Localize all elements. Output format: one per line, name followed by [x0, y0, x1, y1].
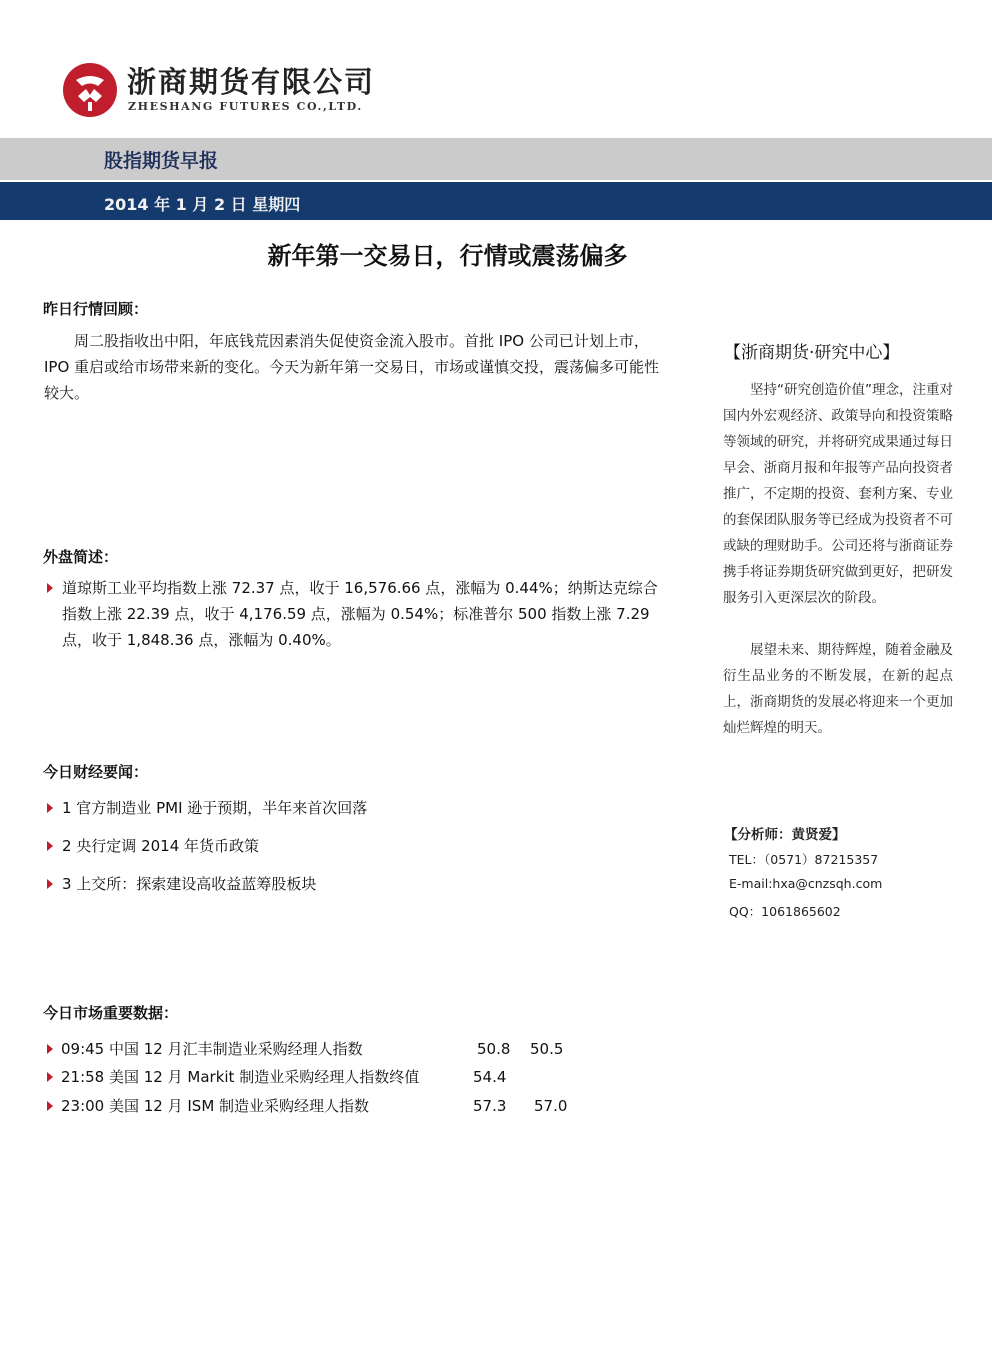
data-row — [47, 1067, 587, 1087]
bullet-triangle-icon — [47, 841, 53, 851]
data-row-value-1: 54.4 — [473, 1068, 507, 1086]
report-date: 2014 年 1 月 2 日 星期四 — [104, 195, 301, 214]
overseas-text: 道琼斯工业平均指数上涨 72.37 点，收于 16,576.66 点，涨幅为 0.44%；纳斯达克综合指数上涨 22.39 点，收于 4,176.59 点，涨幅为 0.54%；标准普尔 500 指数上涨 7.29 点，收于 1,848.36 点，涨幅为 0.40%。 — [62, 579, 658, 649]
news-item — [47, 874, 316, 894]
data-row-value-2: 50.5 — [530, 1040, 564, 1058]
data-row-value-1: 57.3 — [473, 1097, 507, 1115]
company-name-en: ZHESHANG FUTURES CO.,LTD. — [128, 100, 363, 113]
bullet-triangle-icon — [47, 1072, 53, 1082]
review-heading: 昨日行情回顾： — [43, 300, 149, 318]
news-item — [47, 836, 259, 856]
bullet-triangle-icon — [47, 1101, 53, 1111]
sidebar-intro: 坚持“研究创造价值”理念，注重对国内外宏观经济、政策导向和投资策略等领域的研究，并将研究成果通过每日早会、浙商月报和年报等产品向投资者推广，不定期的投资、套利方案、专业的套保团队服务等已经成为投资者不可或缺的理财助手。公司还将与浙商证券携手将证券期货研究做到更好，把研发服务引入更深层次的阶段。 — [723, 382, 953, 606]
analyst-name: 【分析师：黄贤爱】 — [724, 827, 846, 843]
data-row-label: 23:00 美国 12 月 ISM 制造业采购经理人指数 — [61, 1097, 370, 1115]
news-item-text: 1 官方制造业 PMI 逊于预期，半年来首次回落 — [62, 799, 368, 817]
data-row-label: 21:58 美国 12 月 Markit 制造业采购经理人指数终值 — [61, 1068, 420, 1086]
data-row — [47, 1039, 587, 1059]
overseas-heading: 外盘简述： — [43, 548, 119, 566]
news-heading: 今日财经要闻： — [43, 763, 149, 781]
news-item — [47, 798, 367, 818]
analyst-email: E-mail:hxa@cnzsqh.com — [729, 876, 883, 891]
review-text: 周二股指收出中阳，年底钱荒因素消失促使资金流入股市。首批 IPO 公司已计划上市，IPO 重启或给市场带来新的变化。今天为新年第一交易日，市场或谨慎交投，震荡偏多可能性较大。 — [44, 332, 660, 402]
report-name: 股指期货早报 — [104, 150, 219, 172]
data-row-value-2: 57.0 — [534, 1097, 568, 1115]
news-item-text: 2 央行定调 2014 年货币政策 — [62, 837, 260, 855]
data-row-label: 09:45 中国 12 月汇丰制造业采购经理人指数 — [61, 1040, 363, 1058]
data-heading: 今日市场重要数据： — [43, 1004, 179, 1022]
sidebar-heading: 【浙商期货·研究中心】 — [724, 343, 900, 363]
data-row-value-1: 50.8 — [477, 1040, 511, 1058]
page-title: 新年第一交易日，行情或震荡偏多 — [267, 242, 628, 270]
bullet-triangle-icon — [47, 803, 53, 813]
bullet-triangle-icon — [47, 583, 53, 593]
bullet-triangle-icon — [47, 1044, 53, 1054]
bullet-triangle-icon — [47, 879, 53, 889]
company-name-cn: 浙商期货有限公司 — [127, 65, 376, 99]
overseas-paragraph — [47, 575, 670, 653]
analyst-tel: TEL：（0571）87215357 — [729, 852, 879, 867]
news-item-text: 3 上交所：探索建设高收益蓝筹股板块 — [62, 875, 317, 893]
analyst-qq: QQ：1061865602 — [729, 904, 841, 919]
data-row — [47, 1096, 587, 1116]
company-logo-icon — [62, 62, 118, 118]
sidebar-outlook: 展望未来、期待辉煌，随着金融及衍生品业务的不断发展，在新的起点上，浙商期货的发展必将迎来一个更加灿烂辉煌的明天。 — [723, 642, 953, 736]
